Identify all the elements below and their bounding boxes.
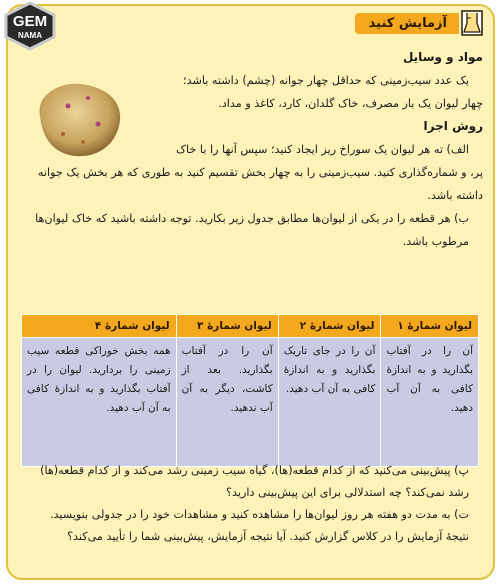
materials-line-2: چهار لیوان یک بار مصرف، خاک گلدان، کارد، کاغذ و مداد. (218, 97, 483, 110)
follow-up-questions (25, 460, 483, 548)
table-header: لیوان شمارهٔ ۴ (22, 315, 177, 338)
section-title: آزمایش کنید (355, 13, 459, 34)
step-b: ب) هر قطعه را در یکی از لیوان‌ها مطابق جدول زیر بکارید. توجه داشته باشید که خاک لیوان‌ها مرطوب باشد. (35, 212, 469, 248)
step-a-rest: پر، و شماره‌گذاری کنید. سیب‌زمینی را به چهار بخش تقسیم کنید به طوری که هر بخش یک جوانه داشته باشد. (37, 166, 483, 202)
table-cell: آن را در آفتاب بگذارید و به اندازهٔ کافی به آن آب دهید. (381, 338, 479, 467)
section-header (355, 10, 483, 36)
materials-heading: مواد و وسایل (402, 50, 483, 64)
beaker-icon (461, 10, 483, 36)
badge-line1: GEM (12, 13, 48, 30)
instructions (28, 46, 483, 253)
table-header: لیوان شمارهٔ ۲ (278, 315, 381, 338)
step-a-line-1: الف) ته هر لیوان یک سوراخ ریز ایجاد کنید؛ سپس آنها را با خاک (176, 143, 469, 156)
procedure-heading: روش اجرا (423, 119, 483, 133)
table-header: لیوان شمارهٔ ۱ (381, 315, 479, 338)
table-cell: همه بخش خوراکی قطعه سیب زمینی را بردارید. لیوان را در آفتاب بگذارید و به اندازهٔ کافی به آن آب دهید. (22, 338, 177, 467)
cups-table (21, 314, 479, 467)
table-row (22, 338, 479, 467)
table-cell: آن را در جای تاریک بگذارید و به اندازهٔ کافی به آن آب دهید. (278, 338, 381, 467)
table-header: لیوان شمارهٔ ۳ (176, 315, 278, 338)
gemnama-logo (1, 1, 59, 51)
table-cell: آن را در آفتاب بگذارید. بعد از کاشت، دیگر به آن آب ندهید. (176, 338, 278, 467)
table-header-row (22, 315, 479, 338)
badge-line2: NAMA (18, 31, 42, 40)
step-t: ت) به مدت دو هفته هر روز لیوان‌ها را مشاهده کنید و مشاهدات خود را در جدولی بنویسید. نتیجهٔ آزمایش را در کلاس گزارش کنید. آیا نتیجه آزمایش، پیش‌بینی شما را تأیید می‌کند؟ (50, 508, 469, 543)
materials-line-1: یک عدد سیب‌زمینی که حداقل چهار جوانه (چشم) داشته باشد؛ (183, 74, 469, 87)
step-p: پ) پیش‌بینی می‌کنید که از کدام قطعه(ها)، گیاه سیب زمینی رشد می‌کند و از کدام قطعه(ها) رشد نمی‌کند؟ چه استدلالی برای این پیش‌بینی دارید؟ (40, 464, 469, 499)
